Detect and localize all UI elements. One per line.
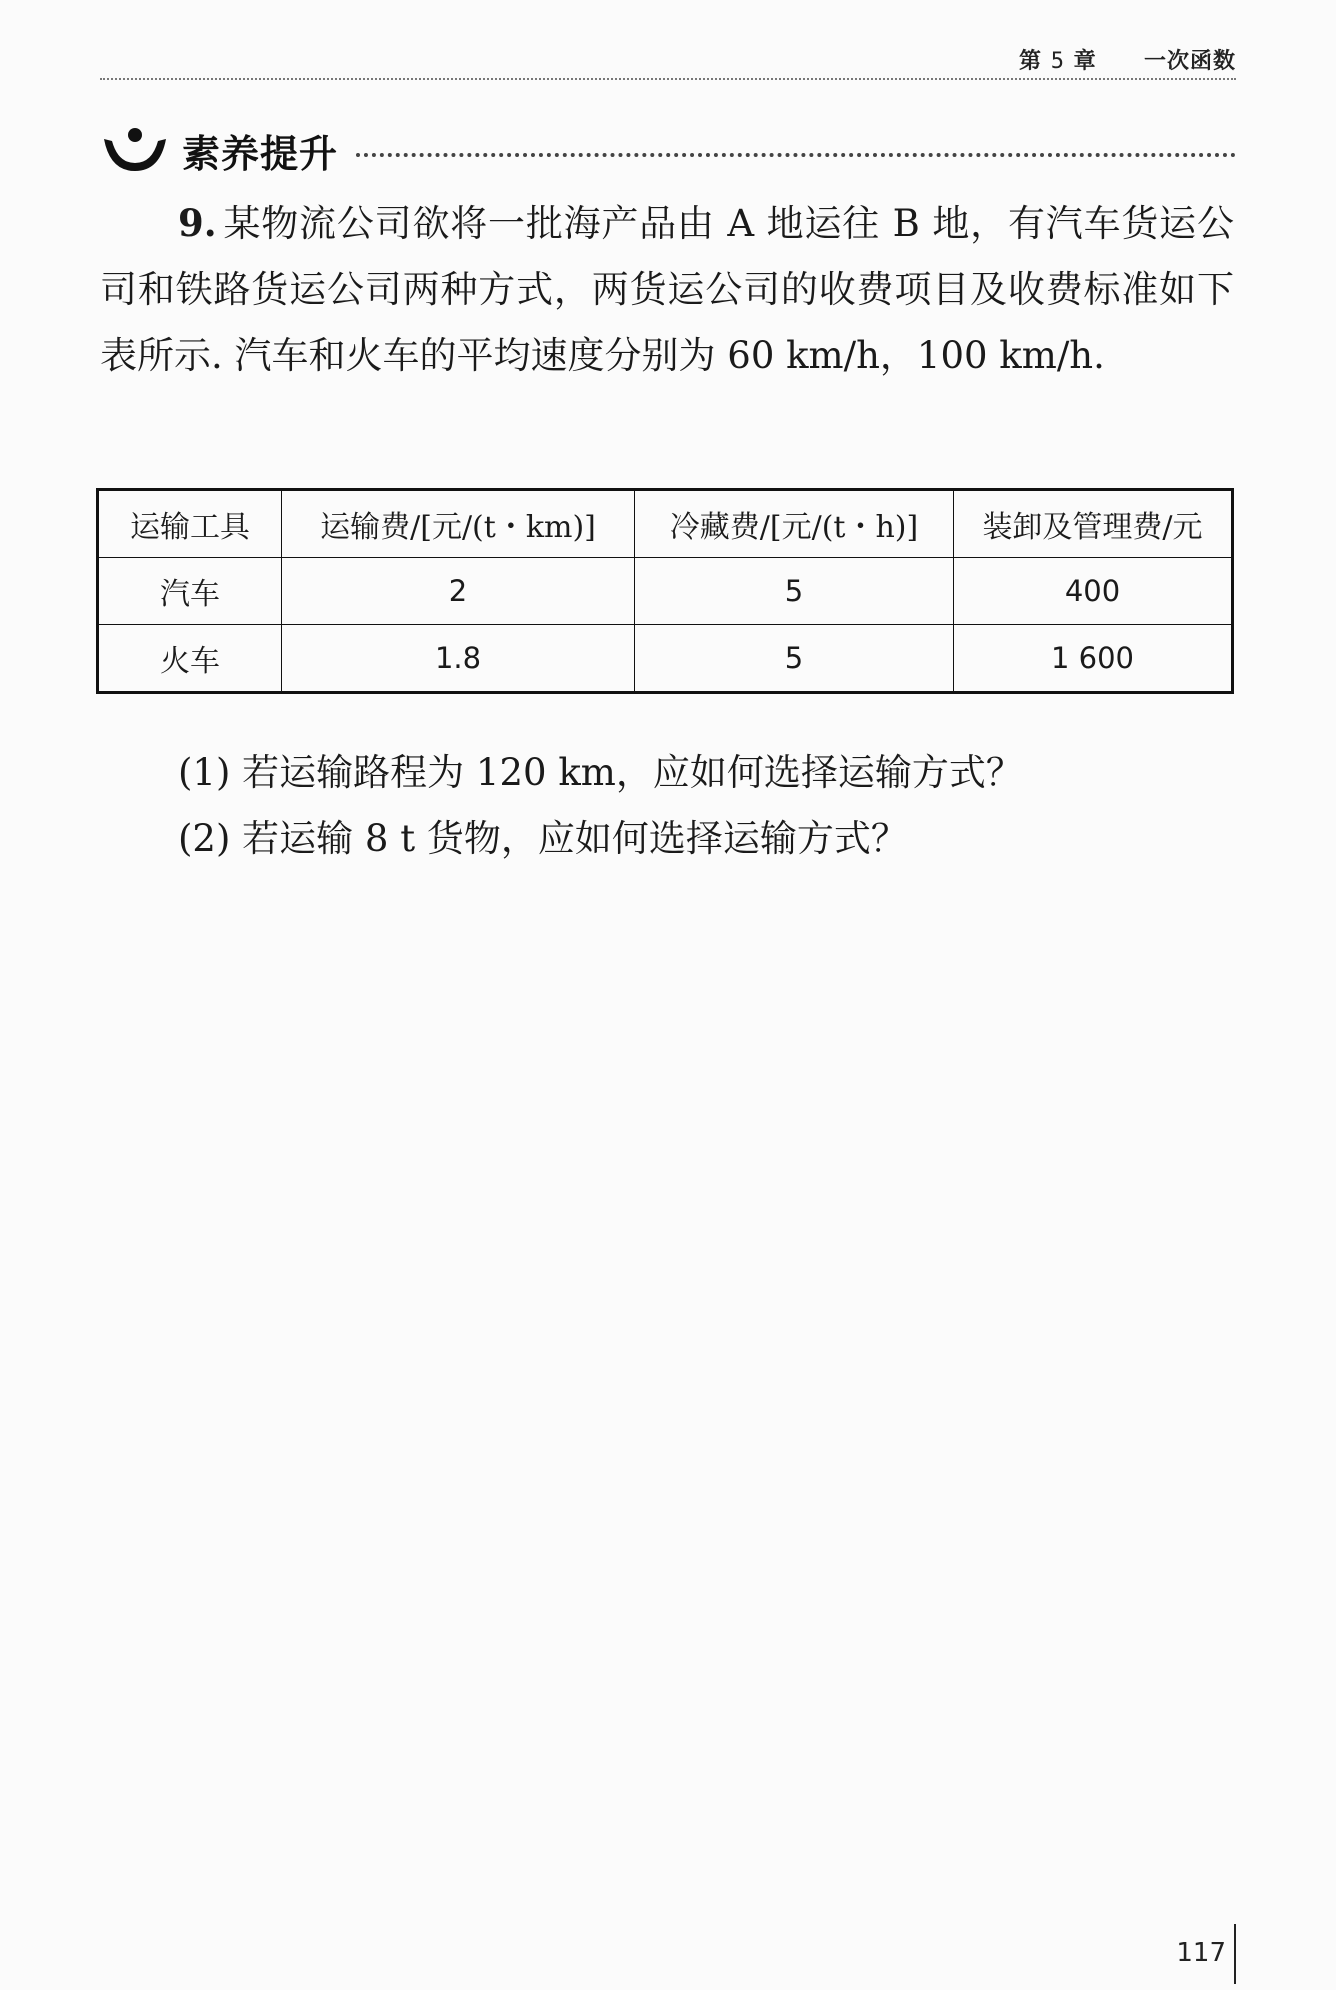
table-cell: 5 <box>635 558 954 625</box>
table-cell: 汽车 <box>98 558 282 625</box>
chapter-prefix: 第 <box>1019 49 1043 74</box>
section-title: 素养提升 <box>182 131 339 176</box>
table-cell: 火车 <box>98 625 282 693</box>
table-cell: 1 600 <box>954 625 1233 693</box>
table-row <box>98 558 1233 625</box>
table-row <box>98 625 1233 693</box>
table-header-cell: 装卸及管理费/元 <box>954 490 1233 558</box>
problem-text: 某物流公司欲将一批海产品由 A 地运往 B 地，有汽车货运公司和铁路货运公司两种方式，两货运公司的收费项目及收费标准如下表所示. 汽车和火车的平均速度分别为 60 km/h，100 km/h. <box>100 202 1234 377</box>
chapter-suffix: 章 <box>1073 49 1097 74</box>
table-cell: 400 <box>954 558 1233 625</box>
fee-table <box>96 488 1234 694</box>
page-number: 117 <box>1176 1938 1226 1968</box>
question-2: (2) 若运输 8 t 货物，应如何选择运输方式？ <box>178 817 908 860</box>
table-header-cell: 运输工具 <box>98 490 282 558</box>
page-number-bar <box>1234 1924 1236 1984</box>
table-header-cell: 冷藏费/[元/(t・h)] <box>635 490 954 558</box>
table-header-cell: 运输费/[元/(t・km)] <box>282 490 635 558</box>
problem-statement <box>100 190 1234 389</box>
section-header <box>100 120 1236 180</box>
table-cell: 5 <box>635 625 954 693</box>
question-1: (1) 若运输路程为 120 km，应如何选择运输方式？ <box>178 751 1023 794</box>
table-cell: 1.8 <box>282 625 635 693</box>
table-cell: 2 <box>282 558 635 625</box>
running-head <box>1019 44 1236 75</box>
smile-person-icon <box>100 123 170 177</box>
chapter-number: 5 <box>1050 49 1065 74</box>
problem-number: 9. <box>178 201 217 245</box>
table-header-row <box>98 490 1233 558</box>
header-rule <box>100 78 1236 80</box>
sub-questions <box>178 740 1238 872</box>
chapter-title: 一次函数 <box>1143 49 1236 74</box>
section-dotted-rule <box>356 153 1236 157</box>
